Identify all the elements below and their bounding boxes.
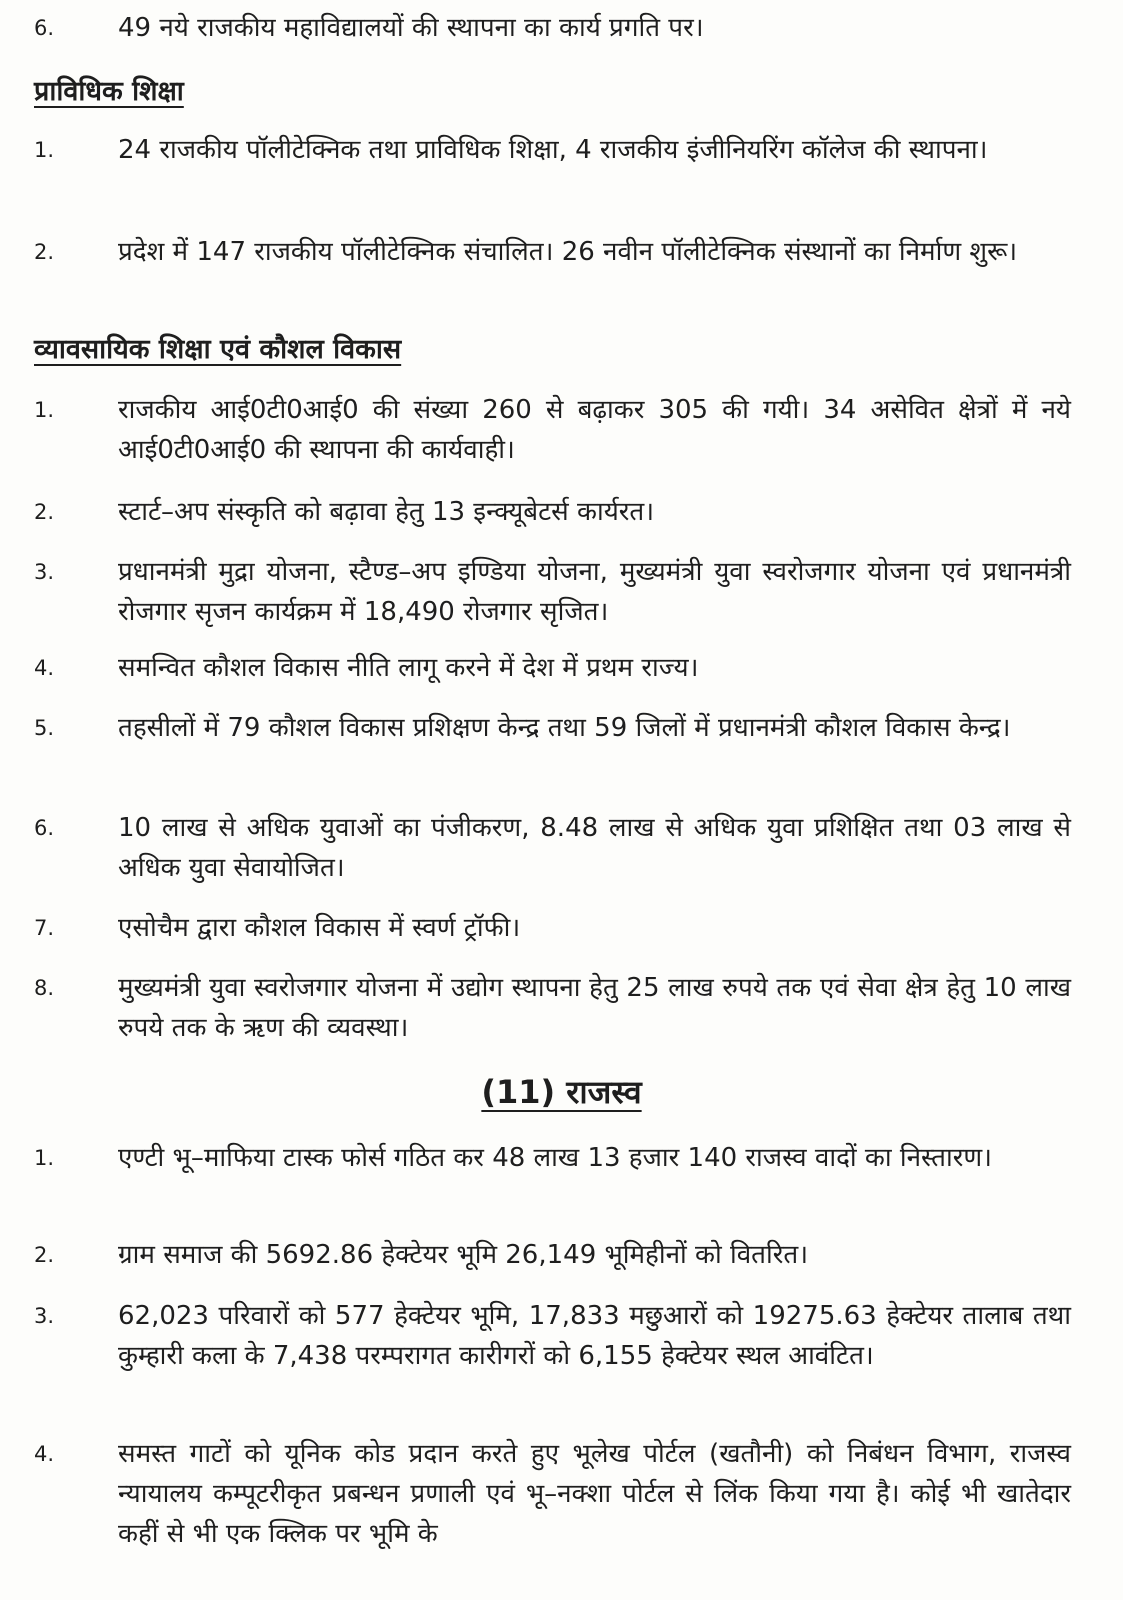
item-number: 6. (34, 816, 55, 840)
item-text: राजकीय आई0टी0आई0 की संख्या 260 से बढ़ाकर 305 की गयी। 34 असेवित क्षेत्रों में नये आई0टी0आई0 की स्थापना की कार्यवाही। (118, 395, 1071, 465)
item-text: 49 नये राजकीय महाविद्यालयों की स्थापना का कार्य प्रगति पर। (118, 13, 704, 43)
list-item (34, 908, 1071, 948)
list-item (34, 130, 1071, 170)
item-number: 4. (34, 1442, 55, 1466)
item-number: 1. (34, 398, 55, 422)
list-item (34, 232, 1071, 272)
item-number: 1. (34, 138, 55, 162)
section-title-revenue (0, 1070, 1123, 1114)
item-number: 2. (34, 500, 55, 524)
item-number: 3. (34, 560, 55, 584)
item-text: समन्वित कौशल विकास नीति लागू करने में देश में प्रथम राज्य। (118, 653, 699, 683)
item-text: 62,023 परिवारों को 577 हेक्टेयर भूमि, 17,833 मछुआरों को 19275.63 हेक्टेयर तालाब तथा कुम्हारी कला के 7,438 परम्परागत कारीगरों को 6,155 हेक्टेयर स्थल आवंटित। (118, 1301, 1071, 1371)
item-text: एसोचैम द्वारा कौशल विकास में स्वर्ण ट्रॉफी। (118, 913, 521, 943)
section-heading-vocational-education: व्यावसायिक शिक्षा एवं कौशल विकास (34, 334, 402, 365)
item-number: 3. (34, 1304, 55, 1328)
list-item (34, 648, 1071, 688)
list-item (34, 1296, 1071, 1376)
item-text: समस्त गाटों को यूनिक कोड प्रदान करते हुए भूलेख पोर्टल (खतौनी) को निबंधन विभाग, राजस्व न्यायालय कम्पूटरीकृत प्रबन्धन प्रणाली एवं भू–नक्शा पोर्टल से लिंक किया गया है। कोई भी खातेदार कहीं से भी एक क्लिक पर भूमि के (118, 1439, 1071, 1549)
item-number: 2. (34, 1243, 55, 1267)
section-heading-technical-education: प्राविधिक शिक्षा (34, 76, 184, 107)
item-text: प्रधानमंत्री मुद्रा योजना, स्टैण्ड–अप इण्डिया योजना, मुख्यमंत्री युवा स्वरोजगार योजना एवं प्रधानमंत्री रोजगार सृजन कार्यक्रम में 18,490 रोजगार सृजित। (118, 557, 1071, 627)
list-item (34, 492, 1071, 532)
list-item (34, 708, 1071, 748)
list-item (34, 1138, 1071, 1178)
list-item (34, 390, 1071, 470)
section-title-text: (11) राजस्व (481, 1073, 642, 1111)
item-text: 10 लाख से अधिक युवाओं का पंजीकरण, 8.48 लाख से अधिक युवा प्रशिक्षित तथा 03 लाख से अधिक युवा सेवायोजित। (118, 813, 1071, 883)
item-number: 8. (34, 976, 55, 1000)
item-text: मुख्यमंत्री युवा स्वरोजगार योजना में उद्योग स्थापना हेतु 25 लाख रुपये तक एवं सेवा क्षेत्र हेतु 10 लाख रुपये तक के ऋण की व्यवस्था। (118, 973, 1071, 1043)
item-number: 5. (34, 716, 55, 740)
item-number: 7. (34, 916, 55, 940)
list-item (34, 808, 1071, 888)
list-item (34, 1434, 1071, 1554)
list-item (34, 1235, 1071, 1275)
item-text: एण्टी भू–माफिया टास्क फोर्स गठित कर 48 लाख 13 हजार 140 राजस्व वादों का निस्तारण। (118, 1143, 992, 1173)
item-text: 24 राजकीय पॉलीटेक्निक तथा प्राविधिक शिक्षा, 4 राजकीय इंजीनियरिंग कॉलेज की स्थापना। (118, 135, 988, 165)
item-text: ग्राम समाज की 5692.86 हेक्टेयर भूमि 26,149 भूमिहीनों को वितरित। (118, 1240, 809, 1270)
item-number: 6. (34, 16, 55, 40)
list-item (34, 968, 1071, 1048)
list-item (34, 552, 1071, 632)
list-item (34, 8, 1071, 48)
item-number: 4. (34, 656, 55, 680)
item-text: स्टार्ट–अप संस्कृति को बढ़ावा हेतु 13 इन्क्यूबेटर्स कार्यरत। (118, 497, 655, 527)
item-text: तहसीलों में 79 कौशल विकास प्रशिक्षण केन्द्र तथा 59 जिलों में प्रधानमंत्री कौशल विकास केन्द्र। (118, 713, 1011, 743)
item-number: 1. (34, 1146, 55, 1170)
item-number: 2. (34, 240, 55, 264)
item-text: प्रदेश में 147 राजकीय पॉलीटेक्निक संचालित। 26 नवीन पॉलीटेक्निक संस्थानों का निर्माण शुरू। (118, 237, 1018, 267)
